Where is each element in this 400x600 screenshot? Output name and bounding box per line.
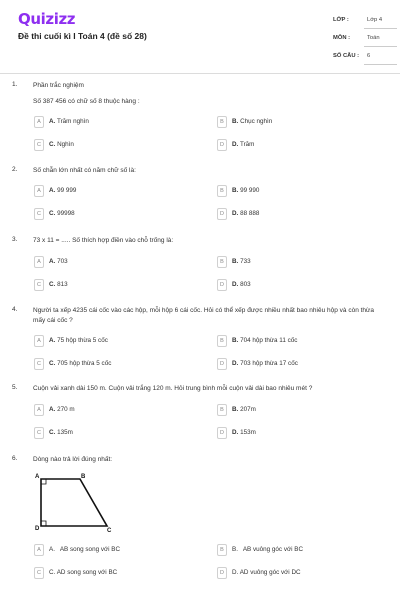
option-prefix: C.: [49, 281, 56, 288]
option-text: 703 hộp thừa 17 cốc: [240, 360, 298, 367]
quizizz-logo: Quizizz: [18, 10, 76, 28]
option-letter-box: B: [217, 116, 227, 128]
question-number: 5.: [12, 384, 18, 391]
question-number: 3.: [12, 236, 18, 243]
option-prefix: D.: [232, 429, 239, 436]
option-text: 135m: [57, 429, 73, 436]
option-text: AB song song với BC: [59, 546, 120, 553]
option-prefix: D.: [232, 141, 239, 148]
meta-class: [333, 11, 387, 29]
meta-class-value: Lớp 4: [367, 17, 383, 23]
option-text: 733: [240, 258, 251, 265]
option-text: AB vuông góc với BC: [242, 546, 303, 553]
option-text: 207m: [240, 406, 256, 413]
option-text: 99 999: [57, 187, 77, 194]
question-number: 6.: [12, 455, 18, 462]
option-prefix: C.: [49, 210, 56, 217]
option-text: 704 hộp thừa 11 cốc: [240, 337, 298, 344]
option-text: AD vuông góc với DC: [239, 569, 301, 576]
option-letter-box: A: [34, 335, 44, 347]
option-letter-box: C: [34, 139, 44, 151]
option-prefix: A.: [49, 118, 56, 125]
option-text: 75 hộp thừa 5 cốc: [57, 337, 108, 344]
option-prefix: B.: [232, 258, 239, 265]
option-prefix: D.: [232, 360, 239, 367]
option-letter-box: B: [217, 256, 227, 268]
option-letter-box: D: [217, 567, 227, 579]
question-text: 73 x 11 = ..... Số thích hợp điền vào chỗ trống là:: [33, 237, 174, 244]
option-letter-box: D: [217, 208, 227, 220]
option-text: 99 990: [240, 187, 260, 194]
option-text: 703: [57, 258, 68, 265]
option-prefix: A.: [49, 258, 56, 265]
vertex-label-c: C: [107, 528, 112, 532]
meta-subject-value: Toán: [367, 35, 380, 41]
meta-divider: [364, 64, 397, 65]
option-letter-box: C: [34, 208, 44, 220]
worksheet-title: Đề thi cuối kì I Toán 4 (đề số 28): [18, 31, 147, 41]
question-text: Cuộn vải xanh dài 150 m. Cuộn vải trắng 120 m. Hỏi trung bình mỗi cuộn vải dài bao nhiêu mét ?: [33, 385, 313, 392]
option-prefix: B.: [232, 118, 239, 125]
meta-count-value: 6: [367, 53, 371, 59]
meta-count-label: SỐ CÂU :: [333, 53, 360, 59]
question-text: Số chẵn lớn nhất có năm chữ số là:: [33, 167, 136, 174]
option-letter-box: A: [34, 404, 44, 416]
option-letter-box: A: [34, 116, 44, 128]
option-text: 705 hộp thừa 5 cốc: [57, 360, 112, 367]
option-letter-box: C: [34, 358, 44, 370]
option-letter-box: D: [217, 139, 227, 151]
option-prefix: C.: [49, 141, 56, 148]
question-number: 4.: [12, 306, 18, 313]
option-prefix: B.: [232, 406, 239, 413]
option-letter-box: B: [217, 335, 227, 347]
option-text: 99998: [57, 210, 75, 217]
option-prefix: C.: [49, 429, 56, 436]
option-letter-box: C: [34, 567, 44, 579]
question-text: Dòng nào trả lời đúng nhất:: [33, 456, 113, 463]
vertex-label-d: D: [35, 526, 40, 532]
trapezoid-diagram: [33, 470, 123, 532]
option-prefix: A.: [49, 546, 55, 553]
option-prefix: D.: [232, 210, 239, 217]
option-letter-box: A: [34, 256, 44, 268]
option-prefix: D.: [232, 281, 239, 288]
option-letter-box: D: [217, 427, 227, 439]
option-letter-box: D: [217, 279, 227, 291]
option-text: 803: [240, 281, 251, 288]
option-text: 153m: [240, 429, 256, 436]
option-text: Trăm: [239, 141, 255, 148]
option-text: 813: [57, 281, 68, 288]
option-letter-box: D: [217, 358, 227, 370]
option-letter-box: C: [34, 427, 44, 439]
question-text: Số 387 456 có chữ số 8 thuộc hàng :: [33, 98, 140, 105]
option-prefix: B.: [232, 546, 238, 553]
option-prefix: C.: [49, 360, 56, 367]
meta-subject: [333, 29, 387, 47]
vertex-label-b: B: [81, 474, 86, 480]
question-number: 1.: [12, 81, 18, 88]
option-prefix: B.: [232, 187, 239, 194]
option-text: AD song song với BC: [56, 569, 118, 576]
worksheet-header: [0, 0, 400, 74]
option-prefix: D.: [232, 569, 239, 576]
option-prefix: A.: [49, 337, 56, 344]
option-letter-box: B: [217, 404, 227, 416]
option-prefix: B.: [232, 337, 239, 344]
option-letter-box: A: [34, 544, 44, 556]
option-letter-box: C: [34, 279, 44, 291]
option-prefix: A.: [49, 187, 56, 194]
trapezoid-shape: [41, 479, 107, 526]
option-letter-box: A: [34, 185, 44, 197]
option-text: Chục nghìn: [240, 118, 273, 125]
option-letter-box: B: [217, 185, 227, 197]
question-text: Người ta xếp 4235 cái cốc vào các hộp, mỗi hộp 6 cái cốc. Hỏi có thể xếp được nhiều nhất bao nhiêu hộp và còn thừa mấy cái cốc ?: [33, 307, 375, 324]
option-text: Nghìn: [57, 141, 74, 148]
option-text: Trăm nghìn: [56, 118, 89, 125]
question-number: 2.: [12, 166, 18, 173]
option-prefix: A.: [49, 406, 56, 413]
question-section: Phần trắc nghiệm: [33, 82, 84, 89]
option-text: 270 m: [57, 406, 75, 413]
option-text: 88 888: [240, 210, 260, 217]
meta-class-label: LỚP :: [333, 17, 349, 23]
option-prefix: C.: [49, 569, 56, 576]
option-letter-box: B: [217, 544, 227, 556]
meta-count: [333, 47, 387, 65]
meta-subject-label: MÔN :: [333, 35, 351, 41]
vertex-label-a: A: [35, 474, 40, 480]
